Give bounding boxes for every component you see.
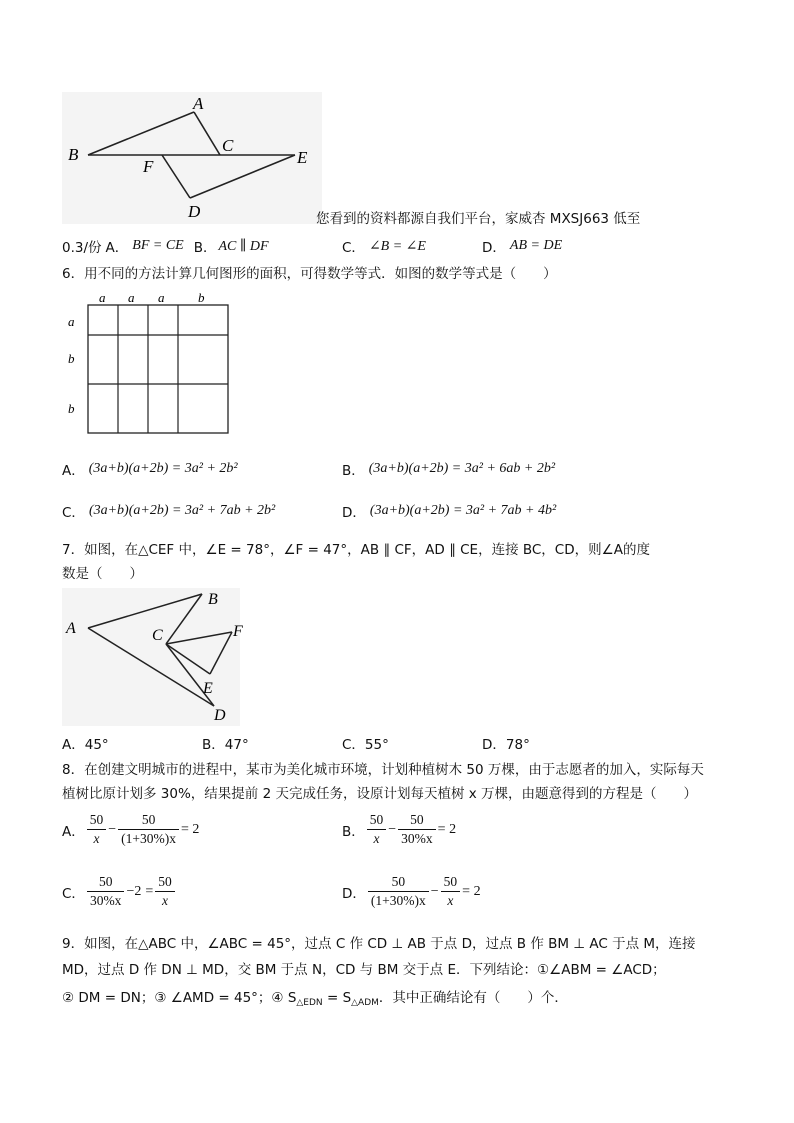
q7-figure [62,588,243,726]
q6-option-a-label: A． [62,463,85,479]
q6-option-d-label: D． [342,505,366,521]
q5-price: 0.3/份 [62,240,102,256]
q5-option-a: BF = CE [132,238,184,253]
q8-a-frac1-den: x [87,829,107,848]
q7-label-A: A [66,620,76,637]
q8-c-frac2-num: 50 [158,874,172,889]
q8-d-frac1-den: (1+30%)x [368,891,429,910]
q7-label-E: E [203,680,213,697]
q8-d-frac1-num: 50 [391,874,406,889]
q7-stem-line1: 7．如图，在△CEF 中，∠E = 78°，∠F = 47°，AB ∥ CF，AD ∥ CE，连接 BC，CD，则∠A的度 [62,542,650,558]
q8-b-frac1-den: x [367,829,387,848]
q6-left-label-1: a [68,314,75,329]
q7-option-d: D．78° [482,737,530,753]
q8-option-a [62,811,199,848]
q8-b-minus: − [388,821,397,837]
q5-label-C: C [222,136,234,155]
q8-option-a-label: A． [62,823,85,840]
q6-option-b [342,459,555,479]
q7-option-c: C．55° [342,737,389,753]
q8-a-minus: − [108,821,117,837]
q8-b-frac2-num: 50 [410,812,424,827]
q8-a-frac2-num: 50 [141,812,156,827]
q5-option-a-label: A． [105,240,129,256]
q6-option-d-text: (3a+b)(a+2b) = 3a² + 7ab + 4b² [369,503,557,518]
q8-a-eq: = 2 [181,821,200,837]
q8-option-c [62,873,177,910]
q7-option-a: A．45° [62,737,109,753]
q8-a-frac1 [87,811,107,848]
q8-b-frac1 [367,811,387,848]
q6-option-b-label: B． [342,463,365,479]
q8-b-frac1-num: 50 [369,812,384,827]
q6-option-a [62,459,238,479]
q5-watermark: 您看到的资料都源自我们平台，家威杏 MXSJ663 低至 [316,211,641,227]
q7-label-D: D [214,707,226,724]
q5-option-d-label: D． [482,240,506,256]
q5-option-c: ∠B = ∠E [368,238,426,254]
q8-b-eq: = 2 [437,821,457,837]
q8-option-c-label: C． [62,885,85,902]
q8-option-b [342,811,456,848]
q5-label-A: A [193,94,204,113]
q5-option-b: AC ∥ DF [218,238,269,254]
q6-top-label-3: a [158,290,165,305]
q8-d-frac2 [441,873,461,910]
q6-left-label-2: b [68,351,75,366]
q7-option-b: B．47° [202,737,249,753]
q6-option-d [342,501,556,521]
q8-c-frac1-den: 30%x [87,891,125,910]
q8-c-frac1 [87,873,125,910]
q6-stem: 6．用不同的方法计算几何图形的面积，可得数学等式．如图的数学等式是（ ） [62,266,557,282]
q9-line3-sub2: △ADM [351,998,379,1008]
q8-c-eq: = [145,883,154,899]
q6-option-c [62,501,275,521]
q7-label-C: C [152,627,163,644]
q8-d-frac2-den: x [441,891,461,910]
q8-b-frac2 [398,811,436,848]
q8-c-frac2-den: x [155,891,175,910]
q5-option-b-label: B． [193,240,217,256]
q8-d-minus: − [430,883,439,899]
q6-top-label-2: a [128,290,135,305]
q7-label-B: B [208,591,218,608]
q5-label-B: B [68,145,79,164]
q5-option-d-wrap [482,236,562,256]
q8-stem-line2: 植树比原计划多 30%，结果提前 2 天完成任务，设原计划每天植树 x 万棵，由题意得到的方程是（ ） [62,786,698,802]
q9-line1: 9．如图，在△ABC 中，∠ABC = 45°，过点 C 作 CD ⊥ AB 于点 D，过点 B 作 BM ⊥ AC 于点 M，连接 [62,936,696,952]
q5-label-E: E [297,148,308,167]
q9-line2: MD，过点 D 作 DN ⊥ MD，交 BM 于点 N，CD 与 BM 交于点 E．下列结论：①∠ABM = ∠ACD； [62,962,666,978]
q6-option-b-text: (3a+b)(a+2b) = 3a² + 6ab + 2b² [368,461,556,476]
q6-option-c-label: C． [62,505,85,521]
q6-top-label-4: b [198,290,205,305]
q6-grid-figure [62,290,234,440]
q8-d-eq: = 2 [462,883,481,899]
q5-label-F: F [143,157,154,176]
q8-d-frac2-num: 50 [443,874,458,889]
q5-options [62,236,269,256]
q5-figure [62,92,322,224]
q8-d-frac1 [368,873,429,910]
q9-line3-b: = S [322,990,352,1006]
q9-line3-a: ② DM = DN；③ ∠AMD = 45°；④ S [62,990,297,1006]
q8-option-d-label: D． [342,885,366,902]
q6-option-a-text: (3a+b)(a+2b) = 3a² + 2b² [88,461,238,476]
q9-line3 [62,986,568,1008]
q6-left-label-3: b [68,401,75,416]
q7-label-F: F [233,623,243,640]
q6-option-c-text: (3a+b)(a+2b) = 3a² + 7ab + 2b² [88,503,276,518]
q8-a-frac2 [118,811,179,848]
q5-option-d: AB = DE [509,238,563,253]
q9-line3-sub1: △EDN [296,998,323,1008]
q8-option-b-label: B． [342,823,365,840]
q8-c-minus2: −2 [126,883,142,899]
q8-b-frac2-den: 30%x [398,829,436,848]
q5-option-c-label: C． [342,240,365,256]
q6-top-label-1: a [99,290,106,305]
q5-option-c-wrap [342,236,426,256]
q9-line3-c: ．其中正确结论有（ ）个． [378,990,568,1006]
q5-label-D: D [188,202,201,221]
q7-stem-line2: 数是（ ） [62,566,143,582]
q8-c-frac2 [155,873,175,910]
q8-a-frac1-num: 50 [89,812,104,827]
q8-c-frac1-num: 50 [98,874,113,889]
q8-a-frac2-den: (1+30%)x [118,829,179,848]
q8-option-d [342,873,481,910]
q8-stem-line1: 8．在创建文明城市的进程中，某市为美化城市环境，计划种植树木 50 万棵，由于志愿者的加入，实际每天 [62,762,704,778]
